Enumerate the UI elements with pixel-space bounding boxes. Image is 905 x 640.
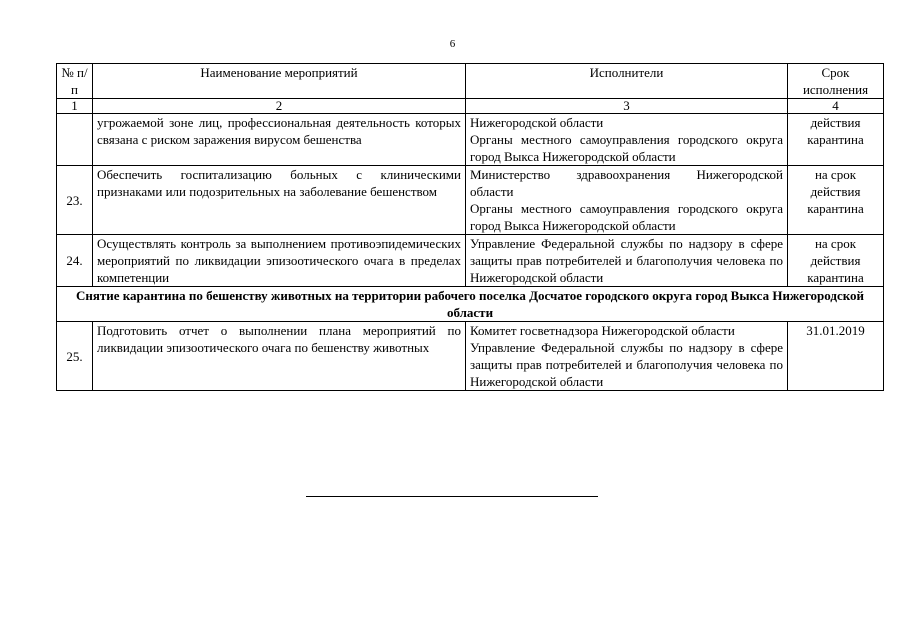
row-number: 25. bbox=[57, 322, 93, 391]
column-number: 3 bbox=[466, 99, 788, 114]
row-executors bbox=[466, 322, 788, 391]
row-executors bbox=[466, 114, 788, 166]
row-executors bbox=[466, 235, 788, 287]
executor: Министерство здравоохранения Нижегородской области bbox=[470, 167, 783, 199]
page-number: 6 bbox=[449, 38, 456, 50]
column-number: 2 bbox=[93, 99, 466, 114]
table-row bbox=[57, 114, 884, 166]
column-number-row bbox=[57, 99, 884, 114]
table-row bbox=[57, 166, 884, 235]
section-title: Снятие карантина по бешенству животных на территории рабочего поселка Досчатое городского округа город Выкса Нижегородской области bbox=[57, 287, 884, 322]
row-deadline: действия карантина bbox=[788, 114, 884, 166]
executor: Комитет госветнадзора Нижегородской области bbox=[470, 323, 735, 338]
row-measure: Обеспечить госпитализацию больных с клиническими признаками или подозрительных на заболевание бешенством bbox=[93, 166, 466, 235]
row-measure: Осуществлять контроль за выполнением противоэпидемических мероприятий по ликвидации эпизоотического очага в пределах компетенции bbox=[93, 235, 466, 287]
executor: Органы местного самоуправления городского округа город Выкса Нижегородской области bbox=[470, 132, 783, 164]
separator-line bbox=[306, 496, 598, 497]
header-deadline: Срок исполнения bbox=[788, 64, 884, 99]
table-row bbox=[57, 235, 884, 287]
row-number: 24. bbox=[57, 235, 93, 287]
column-number: 4 bbox=[788, 99, 884, 114]
table-row bbox=[57, 322, 884, 391]
executor: Управление Федеральной службы по надзору в сфере защиты прав потребителей и благополучия человека по Нижегородской области bbox=[470, 236, 783, 285]
measures-table bbox=[56, 63, 884, 391]
row-number: 23. bbox=[57, 166, 93, 235]
row-measure: Подготовить отчет о выполнении плана мероприятий по ликвидации эпизоотического очага по бешенству животных bbox=[93, 322, 466, 391]
row-measure: угрожаемой зоне лиц, профессиональная деятельность которых связана с риском заражения вирусом бешенства bbox=[93, 114, 466, 166]
row-executors bbox=[466, 166, 788, 235]
executor: Управление Федеральной службы по надзору в сфере защиты прав потребителей и благополучия человека по Нижегородской области bbox=[470, 340, 783, 389]
column-number: 1 bbox=[57, 99, 93, 114]
executor: Органы местного самоуправления городского округа город Выкса Нижегородской области bbox=[470, 201, 783, 233]
header-executors: Исполнители bbox=[466, 64, 788, 99]
header-number: № п/п bbox=[57, 64, 93, 99]
executor: Нижегородской области bbox=[470, 115, 604, 130]
table-header-row bbox=[57, 64, 884, 99]
row-number bbox=[57, 114, 93, 166]
header-measures: Наименование мероприятий bbox=[93, 64, 466, 99]
section-row bbox=[57, 287, 884, 322]
row-deadline: на срок действия карантина bbox=[788, 235, 884, 287]
row-deadline: на срок действия карантина bbox=[788, 166, 884, 235]
row-deadline: 31.01.2019 bbox=[788, 322, 884, 391]
